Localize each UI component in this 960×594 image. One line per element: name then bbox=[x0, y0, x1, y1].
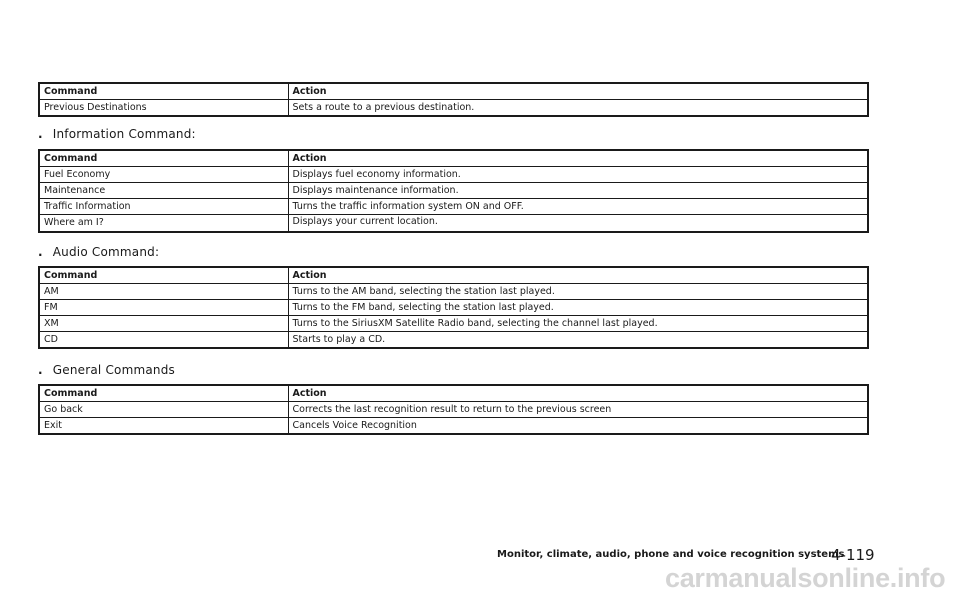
table-row bbox=[39, 402, 868, 418]
action-cell: Turns to the SiriusXM Satellite Radio band, selecting the channel last played. bbox=[288, 316, 868, 332]
command-cell: Go back bbox=[39, 402, 288, 418]
table-row bbox=[39, 199, 868, 215]
table-header-row bbox=[39, 267, 868, 284]
table-row bbox=[39, 418, 868, 435]
table-row bbox=[39, 100, 868, 117]
bullet: . bbox=[38, 363, 43, 377]
table-header-row bbox=[39, 150, 868, 167]
table-row bbox=[39, 316, 868, 332]
command-cell: XM bbox=[39, 316, 288, 332]
previous-destinations-table bbox=[38, 82, 869, 117]
command-cell: FM bbox=[39, 300, 288, 316]
action-cell: Corrects the last recognition result to return to the previous screen bbox=[288, 402, 868, 418]
action-cell: Cancels Voice Recognition bbox=[288, 418, 868, 435]
action-cell: Sets a route to a previous destination. bbox=[288, 100, 868, 117]
watermark: carmanualsonline.info bbox=[665, 563, 946, 593]
action-header: Action bbox=[288, 150, 868, 167]
command-header: Command bbox=[39, 150, 288, 167]
command-cell: Previous Destinations bbox=[39, 100, 288, 117]
table-row bbox=[39, 284, 868, 300]
action-header: Action bbox=[288, 267, 868, 284]
general-commands-table bbox=[38, 384, 869, 435]
audio-command-table bbox=[38, 266, 869, 349]
action-cell: Displays your current location. bbox=[288, 215, 868, 233]
table-row bbox=[39, 300, 868, 316]
action-cell: Displays fuel economy information. bbox=[288, 167, 868, 183]
table-row bbox=[39, 215, 868, 233]
command-header: Command bbox=[39, 83, 288, 100]
action-cell: Turns to the FM band, selecting the station last played. bbox=[288, 300, 868, 316]
table-row bbox=[39, 167, 868, 183]
command-cell: AM bbox=[39, 284, 288, 300]
page-number: 4-119 bbox=[831, 546, 875, 564]
action-cell: Starts to play a CD. bbox=[288, 332, 868, 349]
heading-text: General Commands bbox=[52, 363, 175, 377]
information-command-heading bbox=[38, 127, 196, 141]
heading-text: Information Command: bbox=[52, 127, 196, 141]
action-header: Action bbox=[288, 385, 868, 402]
action-cell: Turns the traffic information system ON and OFF. bbox=[288, 199, 868, 215]
command-cell: Where am I? bbox=[39, 215, 288, 233]
table-row bbox=[39, 183, 868, 199]
command-header: Command bbox=[39, 267, 288, 284]
action-cell: Turns to the AM band, selecting the station last played. bbox=[288, 284, 868, 300]
table-header-row bbox=[39, 385, 868, 402]
information-command-table bbox=[38, 149, 869, 233]
heading-text: Audio Command: bbox=[52, 245, 160, 259]
bullet: . bbox=[38, 127, 43, 141]
general-commands-heading bbox=[38, 363, 175, 377]
action-cell: Displays maintenance information. bbox=[288, 183, 868, 199]
action-header: Action bbox=[288, 83, 868, 100]
command-cell: Traffic Information bbox=[39, 199, 288, 215]
bullet: . bbox=[38, 245, 43, 259]
command-cell: Exit bbox=[39, 418, 288, 435]
command-cell: Fuel Economy bbox=[39, 167, 288, 183]
command-cell: Maintenance bbox=[39, 183, 288, 199]
section-footer: Monitor, climate, audio, phone and voice recognition systems bbox=[497, 549, 845, 560]
command-header: Command bbox=[39, 385, 288, 402]
audio-command-heading bbox=[38, 245, 159, 259]
table-row bbox=[39, 332, 868, 349]
command-cell: CD bbox=[39, 332, 288, 349]
table-header-row bbox=[39, 83, 868, 100]
